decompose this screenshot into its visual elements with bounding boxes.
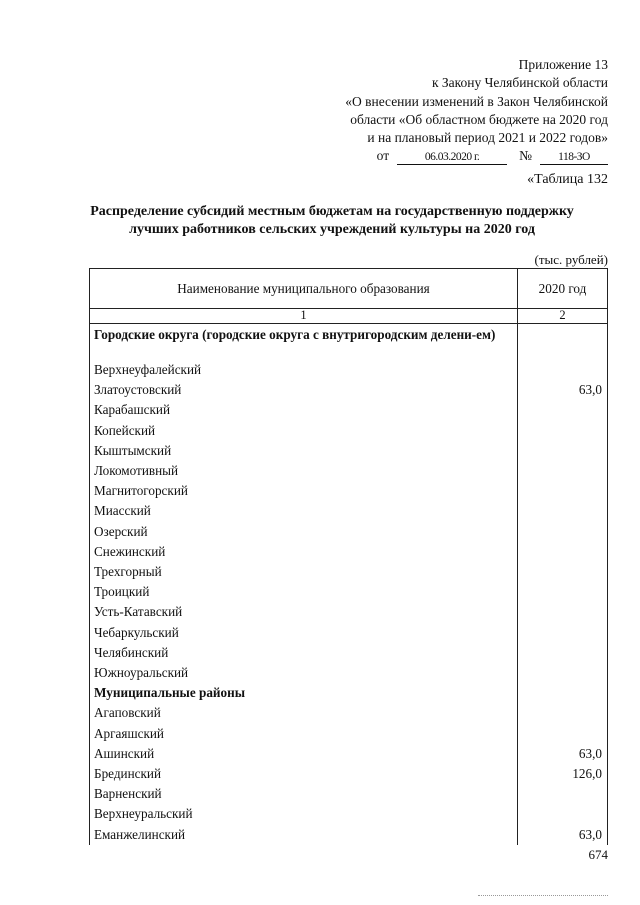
table-row (90, 542, 608, 562)
column-number-row (90, 309, 608, 324)
from-label: от (376, 148, 390, 164)
law-date-number-line (345, 147, 608, 165)
table-row (90, 683, 608, 703)
subsidy-value: 63,0 (518, 825, 608, 845)
section-heading: Муниципальные районы (90, 683, 518, 703)
appendix-line: к Закону Челябинской области (431, 75, 608, 91)
table-reference: «Таблица 132 (527, 172, 608, 187)
subsidy-value (518, 360, 608, 380)
subsidy-value (518, 724, 608, 744)
subsidy-value (518, 481, 608, 501)
subsidy-value (518, 441, 608, 461)
municipality-name: Усть-Катавский (90, 602, 518, 622)
subsidy-value (518, 582, 608, 602)
subsidy-value (518, 461, 608, 481)
subsidy-value: 63,0 (518, 380, 608, 400)
appendix-line: и на плановый период 2021 и 2022 годов» (367, 130, 608, 146)
appendix-line: области «Об областном бюджете на 2020 год (350, 111, 608, 127)
subsidy-value: 63,0 (518, 744, 608, 764)
municipality-name: Агаповский (90, 703, 518, 723)
appendix-line: «О внесении изменений в Закон Челябинской (345, 93, 608, 109)
municipality-name: Верхнеуфалейский (90, 360, 518, 380)
subsidy-value (518, 501, 608, 521)
column-header-name: Наименование муниципального образования (90, 269, 518, 309)
table-row (90, 562, 608, 582)
municipality-name: Челябинский (90, 643, 518, 663)
section-value (518, 324, 608, 361)
units-label: (тыс. рублей) (534, 252, 608, 267)
subsidy-value (518, 522, 608, 542)
table-body (90, 324, 608, 845)
number-label: № (519, 148, 532, 164)
law-date: 06.03.2020 г. (397, 150, 507, 165)
table-row (90, 804, 608, 824)
municipality-name: Миасский (90, 501, 518, 521)
table-row (90, 724, 608, 744)
table-row (90, 400, 608, 420)
table-row (90, 461, 608, 481)
appendix-line: Приложение 13 (518, 57, 608, 72)
table-row (90, 623, 608, 643)
municipality-name: Трехгорный (90, 562, 518, 582)
municipality-name: Южноуральский (90, 663, 518, 683)
subsidy-value (518, 663, 608, 683)
municipality-name: Чебаркульский (90, 623, 518, 643)
column-number: 2 (518, 309, 608, 324)
subsidy-value (518, 623, 608, 643)
page-number: 674 (588, 847, 608, 862)
municipality-name: Верхнеуральский (90, 804, 518, 824)
table-row (90, 501, 608, 521)
section-row (90, 324, 608, 361)
municipality-name: Карабашский (90, 400, 518, 420)
municipality-name: Магнитогорский (90, 481, 518, 501)
table-row (90, 825, 608, 845)
municipality-name: Локомотивный (90, 461, 518, 481)
municipality-name: Еманжелинский (90, 825, 518, 845)
table-row (90, 744, 608, 764)
subsidy-value (518, 643, 608, 663)
subsidy-table (89, 268, 608, 845)
table-row (90, 360, 608, 380)
column-number: 1 (90, 309, 518, 324)
table-row (90, 582, 608, 602)
municipality-name: Златоустовский (90, 380, 518, 400)
column-header-year: 2020 год (518, 269, 608, 309)
subsidy-value (518, 683, 608, 703)
title-line: лучших работников сельских учреждений культуры на 2020 год (129, 222, 535, 237)
scan-footer-mark (478, 895, 608, 898)
subsidy-value (518, 562, 608, 582)
municipality-name: Варненский (90, 784, 518, 804)
subsidy-value: 126,0 (518, 764, 608, 784)
table-row (90, 602, 608, 622)
subsidy-value (518, 804, 608, 824)
municipality-name: Копейский (90, 421, 518, 441)
subsidy-value (518, 703, 608, 723)
section-heading: Городские округа (городские округа с внутригородским делени-ем) (90, 324, 518, 361)
subsidy-value (518, 421, 608, 441)
appendix-block (345, 56, 608, 166)
subsidy-value (518, 542, 608, 562)
title-line: Распределение субсидий местным бюджетам на государственную поддержку (90, 204, 574, 219)
municipality-name: Ашинский (90, 744, 518, 764)
municipality-name: Троицкий (90, 582, 518, 602)
table-row (90, 481, 608, 501)
subsidy-value (518, 784, 608, 804)
table-row (90, 663, 608, 683)
municipality-name: Аргаяшский (90, 724, 518, 744)
subsidy-value (518, 400, 608, 420)
municipality-name: Озерский (90, 522, 518, 542)
table-row (90, 441, 608, 461)
document-title (60, 203, 604, 239)
table-row (90, 522, 608, 542)
table-header-row (90, 269, 608, 309)
law-number: 118-ЗО (540, 150, 608, 165)
municipality-name: Брединский (90, 764, 518, 784)
table-row (90, 421, 608, 441)
table-row (90, 784, 608, 804)
table-row (90, 703, 608, 723)
table-row (90, 764, 608, 784)
municipality-name: Снежинский (90, 542, 518, 562)
municipality-name: Кыштымский (90, 441, 518, 461)
subsidy-value (518, 602, 608, 622)
table-row (90, 643, 608, 663)
table-row (90, 380, 608, 400)
